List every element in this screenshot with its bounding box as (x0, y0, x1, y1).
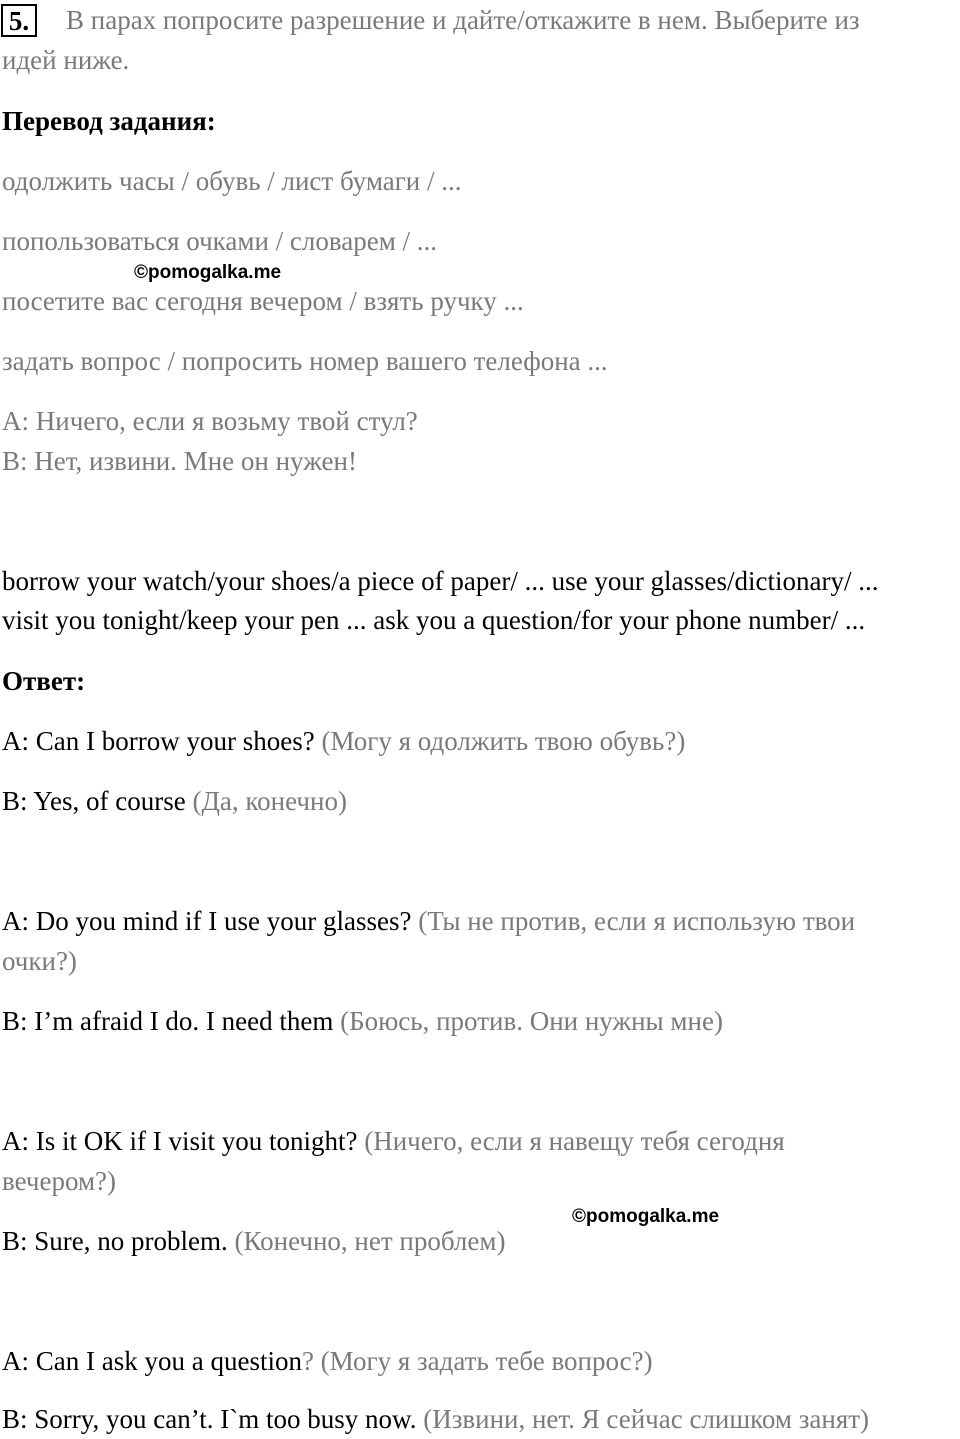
dialogue-4-a-russian: ? (Могу я задать тебе вопрос?) (301, 1346, 653, 1376)
translation-example-a: A: Ничего, если я возьму твой стул? (2, 406, 418, 436)
dialogue-1-a (2, 721, 685, 761)
dialogue-3-b-russian: (Конечно, нет проблем) (234, 1226, 506, 1256)
translation-idea-1: одолжить часы / обувь / лист бумаги / ... (2, 166, 462, 196)
dialogue-2-b (2, 1001, 723, 1041)
dialogue-1-a-english: A: Can I borrow your shoes? (2, 726, 322, 756)
translation-example-b: B: Нет, извини. Мне он нужен! (2, 446, 357, 476)
dialogue-3-a (2, 1121, 785, 1161)
dialogue-2-a-english: A: Do you mind if I use your glasses? (2, 906, 419, 936)
answer-heading: Ответ: (2, 666, 86, 696)
translation-idea-4: задать вопрос / попросить номер вашего телефона ... (2, 346, 608, 376)
english-ideas-line1: borrow your watch/your shoes/a piece of paper/ ... use your glasses/dictionary/ ... (2, 566, 879, 596)
dialogue-4-a (2, 1341, 653, 1381)
translation-heading: Перевод задания: (2, 106, 216, 136)
dialogue-2-a-russian: (Ты не против, если я использую твои (418, 906, 856, 936)
dialogue-2-a (2, 901, 855, 941)
task-number-badge: 5. (1, 4, 37, 37)
task-instruction-line1: В парах попросите разрешение и дайте/откажите в нем. Выберите из (66, 5, 860, 35)
dialogue-4-b (2, 1399, 869, 1439)
dialogue-1-b-english: B: Yes, of course (2, 786, 193, 816)
dialogue-4-b-russian: (Извини, нет. Я сейчас слишком занят) (423, 1404, 870, 1434)
dialogue-2-b-russian: (Боюсь, против. Они нужны мне) (340, 1006, 723, 1036)
watermark-1: ©pomogalka.me (134, 262, 282, 283)
dialogue-1-a-russian: (Могу я одолжить твою обувь?) (321, 726, 686, 756)
dialogue-3-b-english: B: Sure, no problem. (2, 1226, 235, 1256)
dialogue-3-b (2, 1221, 505, 1261)
dialogue-2-b-english: B: I’m afraid I do. I need them (2, 1006, 341, 1036)
watermark-2: ©pomogalka.me (572, 1206, 720, 1227)
dialogue-4-b-english: B: Sorry, you can’t. I`m too busy now. (2, 1404, 424, 1434)
english-ideas-line2: visit you tonight/keep your pen ... ask you a question/for your phone number/ ... (2, 605, 866, 635)
dialogue-3-a-russian: (Ничего, если я навещу тебя сегодня (364, 1126, 785, 1156)
dialogue-3-a-english: A: Is it OK if I visit you tonight? (2, 1126, 365, 1156)
dialogue-4-a-english: A: Can I ask you a question (2, 1346, 302, 1376)
translation-idea-3: посетите вас сегодня вечером / взять ручку ... (2, 286, 524, 316)
task-instruction-line2: идей ниже. (2, 45, 130, 75)
dialogue-3-a-russian-cont: вечером?) (2, 1166, 117, 1196)
dialogue-2-a-russian-cont: очки?) (2, 946, 77, 976)
dialogue-1-b (2, 781, 347, 821)
dialogue-1-b-russian: (Да, конечно) (192, 786, 347, 816)
translation-idea-2: попользоваться очками / словарем / ... (2, 226, 438, 256)
